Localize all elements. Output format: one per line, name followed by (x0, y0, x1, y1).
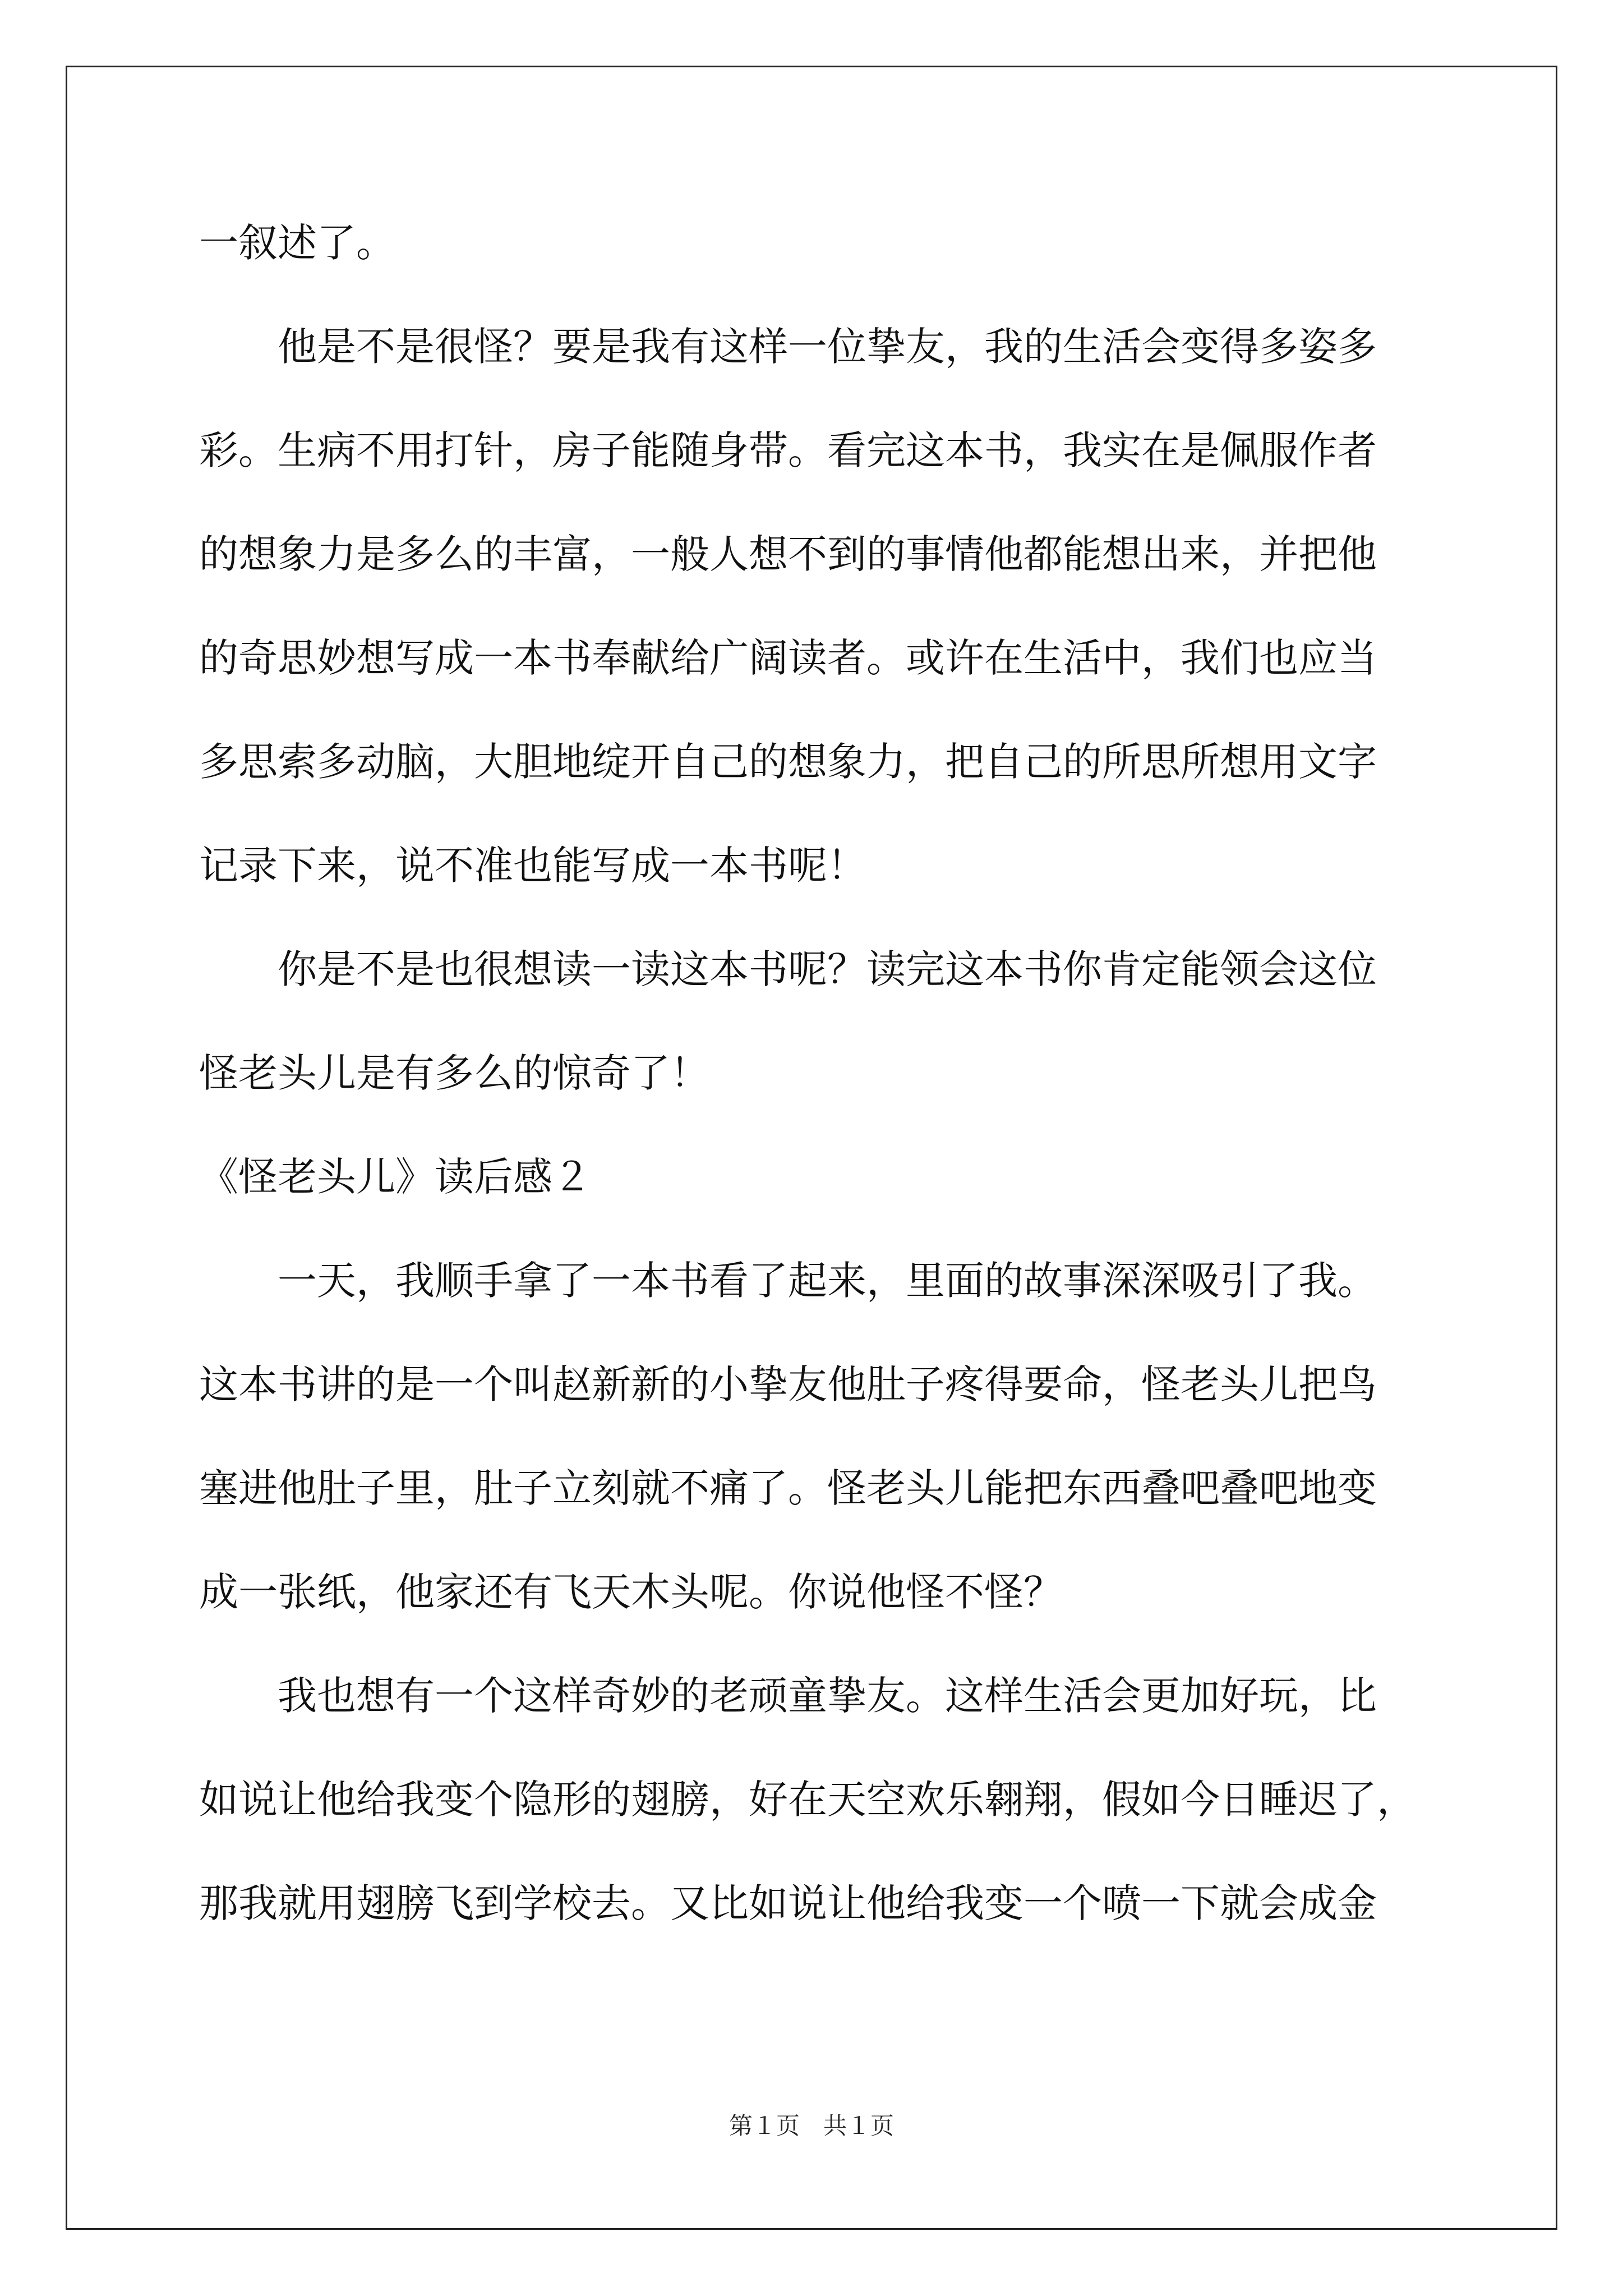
text-line: 一叙述了。 (199, 220, 395, 266)
text-line: 的想象力是多么的丰富，一般人想不到的事情他都能想出来，并把他 (199, 531, 1377, 577)
text-line: 他是不是很怪？要是我有这样一位挚友，我的生活会变得多姿多 (199, 324, 1377, 370)
text-line: 塞进他肚子里，肚子立刻就不痛了。怪老头儿能把东西叠吧叠吧地变 (199, 1465, 1377, 1511)
text-line: 的奇思妙想写成一本书奉献给广阔读者。或许在生活中，我们也应当 (199, 635, 1377, 681)
text-line: 如说让他给我变个隐形的翅膀，好在天空欢乐翱翔，假如今日睡迟了， (199, 1777, 1416, 1823)
text-line: 一天，我顺手拿了一本书看了起来，里面的故事深深吸引了我。 (199, 1258, 1377, 1304)
text-line: 你是不是也很想读一读这本书呢？读完这本书你肯定能领会这位 (199, 946, 1377, 992)
text-line: 彩。生病不用打针，房子能随身带。看完这本书，我实在是佩服作者 (199, 427, 1377, 473)
page-footer: 第１页 共１页 (728, 2112, 894, 2139)
text-line: 记录下来，说不准也能写成一本书呢！ (199, 843, 866, 889)
text-line: 多思索多动脑，大胆地绽开自己的想象力，把自己的所思所想用文字 (199, 739, 1377, 785)
text-line: 成一张纸，他家还有飞天木头呢。你说他怪不怪？ (199, 1569, 1063, 1615)
text-line: 怪老头儿是有多么的惊奇了！ (199, 1050, 709, 1096)
section-heading: 《怪老头儿》读后感２ (199, 1154, 592, 1200)
text-line: 这本书讲的是一个叫赵新新的小挚友他肚子疼得要命，怪老头儿把鸟 (199, 1361, 1377, 1407)
text-line: 那我就用翅膀飞到学校去。又比如说让他给我变一个喷一下就会成金 (199, 1880, 1377, 1926)
text-line: 我也想有一个这样奇妙的老顽童挚友。这样生活会更加好玩，比 (199, 1673, 1377, 1719)
